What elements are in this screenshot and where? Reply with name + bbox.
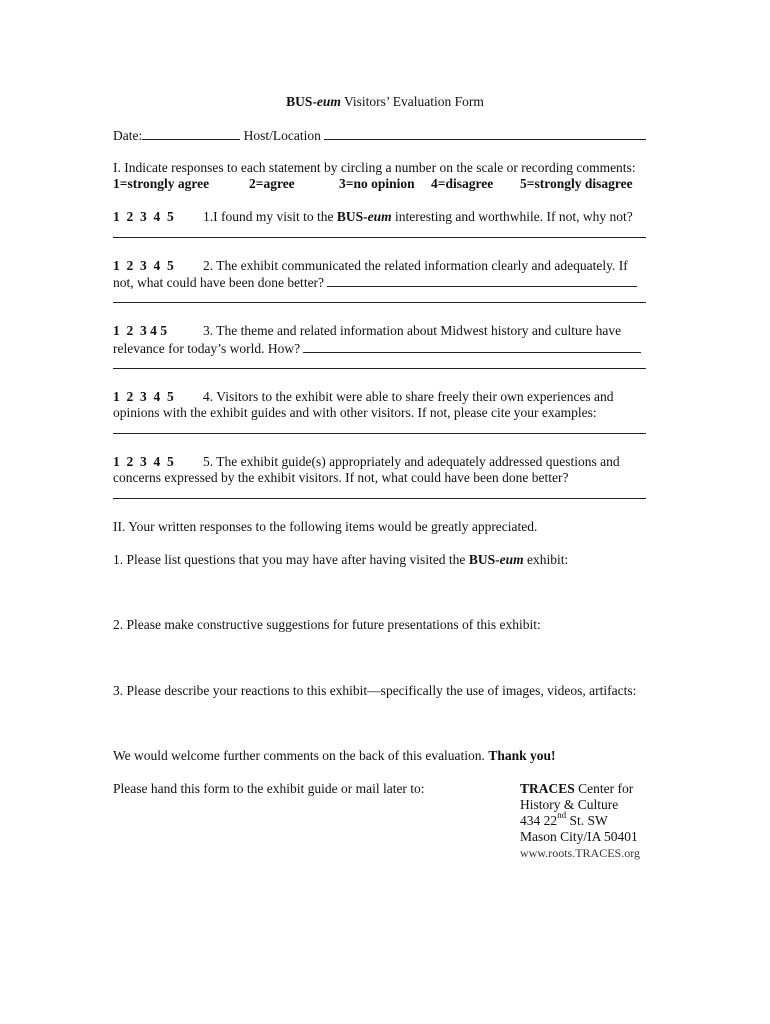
title-eum: eum [316, 94, 341, 109]
s2-q1-eum: eum [499, 552, 524, 567]
q1-text [203, 209, 633, 225]
q5-line2: concerns expressed by the exhibit visitors. If not, what could have been done better? [113, 470, 569, 485]
q4-line1: 4. Visitors to the exhibit were able to share freely their own experiences and [203, 389, 614, 404]
scale-5: 5=strongly disagree [520, 176, 633, 191]
scale-legend [113, 176, 653, 192]
thank-you: Thank you! [488, 748, 556, 763]
address-street-rest: St. SW [566, 813, 608, 828]
s2-q2: 2. Please make constructive suggestions for future presentations of this exhibit: [113, 617, 541, 632]
q1-text-a: 1.I found my visit to the [203, 209, 337, 224]
q1-bus: BUS- [336, 209, 368, 224]
closing-text: We would welcome further comments on the back of this evaluation. [113, 748, 489, 763]
address-line2: History & Culture [520, 797, 619, 812]
q4-answer-line[interactable] [113, 433, 646, 434]
q1-text-b: interesting and worthwhile. If not, why not? [391, 209, 633, 224]
address-street-sup: nd [557, 809, 567, 820]
q5-row [113, 454, 653, 470]
q2-answer-line[interactable] [113, 302, 646, 303]
address-city: Mason City/IA 50401 [520, 829, 638, 844]
q2-scale[interactable]: 1 2 3 4 5 [113, 258, 174, 273]
scale-2: 2=agree [249, 176, 295, 191]
mailing-address [520, 781, 720, 861]
title-bus: BUS- [286, 94, 317, 109]
q5-line1: 5. The exhibit guide(s) appropriately and adequately addressed questions and [203, 454, 620, 469]
q3-line2: relevance for today’s world. How? [113, 341, 301, 356]
scale-1: 1=strongly agree [113, 176, 210, 191]
q4-scale[interactable]: 1 2 3 4 5 [113, 389, 174, 404]
q2-line2-row [113, 274, 653, 291]
title-rest: Visitors’ Evaluation Form [340, 94, 484, 109]
address-street [520, 809, 720, 829]
q5-scale[interactable]: 1 2 3 4 5 [113, 454, 174, 469]
address-org [520, 781, 720, 797]
q4-row [113, 389, 653, 405]
s2-q1-text-b: exhibit: [523, 552, 569, 567]
q4-line2: opinions with the exhibit guides and with other visitors. If not, please cite your examples: [113, 405, 597, 420]
q3-line1: 3. The theme and related information about Midwest history and culture have [203, 323, 622, 338]
date-host-row [113, 127, 653, 144]
q1-scale[interactable]: 1 2 3 4 5 [113, 209, 174, 224]
section2-intro: II. Your written responses to the following items would be greatly appreciated. [113, 519, 538, 534]
date-field[interactable] [142, 127, 240, 140]
q3-row [113, 323, 653, 339]
scale-3: 3=no opinion [339, 176, 415, 191]
host-location-field[interactable] [324, 127, 646, 140]
q3-scale[interactable]: 1 2 3 4 5 [113, 323, 167, 338]
q5-answer-line[interactable] [113, 498, 646, 499]
hand-in-instructions: Please hand this form to the exhibit guide or mail later to: [113, 781, 425, 796]
date-label: Date: [113, 128, 143, 143]
q3-line2-row [113, 340, 653, 357]
q2-line2: not, what could have been done better? [113, 275, 325, 290]
s2-q1 [113, 552, 653, 568]
address-website[interactable]: www.roots.TRACES.org [520, 846, 641, 860]
closing-note [113, 748, 653, 764]
host-label: Host/Location [243, 128, 321, 143]
s2-q1-text-a: 1. Please list questions that you may have after having visited the [113, 552, 469, 567]
q2-answer-inline[interactable] [327, 274, 637, 287]
address-org-rest: Center for [574, 781, 634, 796]
q3-answer-line[interactable] [113, 368, 646, 369]
q3-answer-inline[interactable] [303, 340, 641, 353]
form-title [0, 94, 770, 110]
q2-line1: 2. The exhibit communicated the related information clearly and adequately. If [203, 258, 628, 273]
q1-answer-line[interactable] [113, 237, 646, 238]
section1-intro: I. Indicate responses to each statement by circling a number on the scale or recording comments: [113, 160, 636, 175]
q1-row [113, 209, 653, 225]
s2-q1-bus: BUS- [468, 552, 500, 567]
address-street-num: 434 22 [520, 813, 558, 828]
scale-4: 4=disagree [431, 176, 494, 191]
q2-row [113, 258, 653, 274]
s2-q3: 3. Please describe your reactions to this exhibit—specifically the use of images, videos, artifacts: [113, 683, 637, 698]
address-org-bold: TRACES [520, 781, 575, 796]
q1-eum: eum [367, 209, 392, 224]
